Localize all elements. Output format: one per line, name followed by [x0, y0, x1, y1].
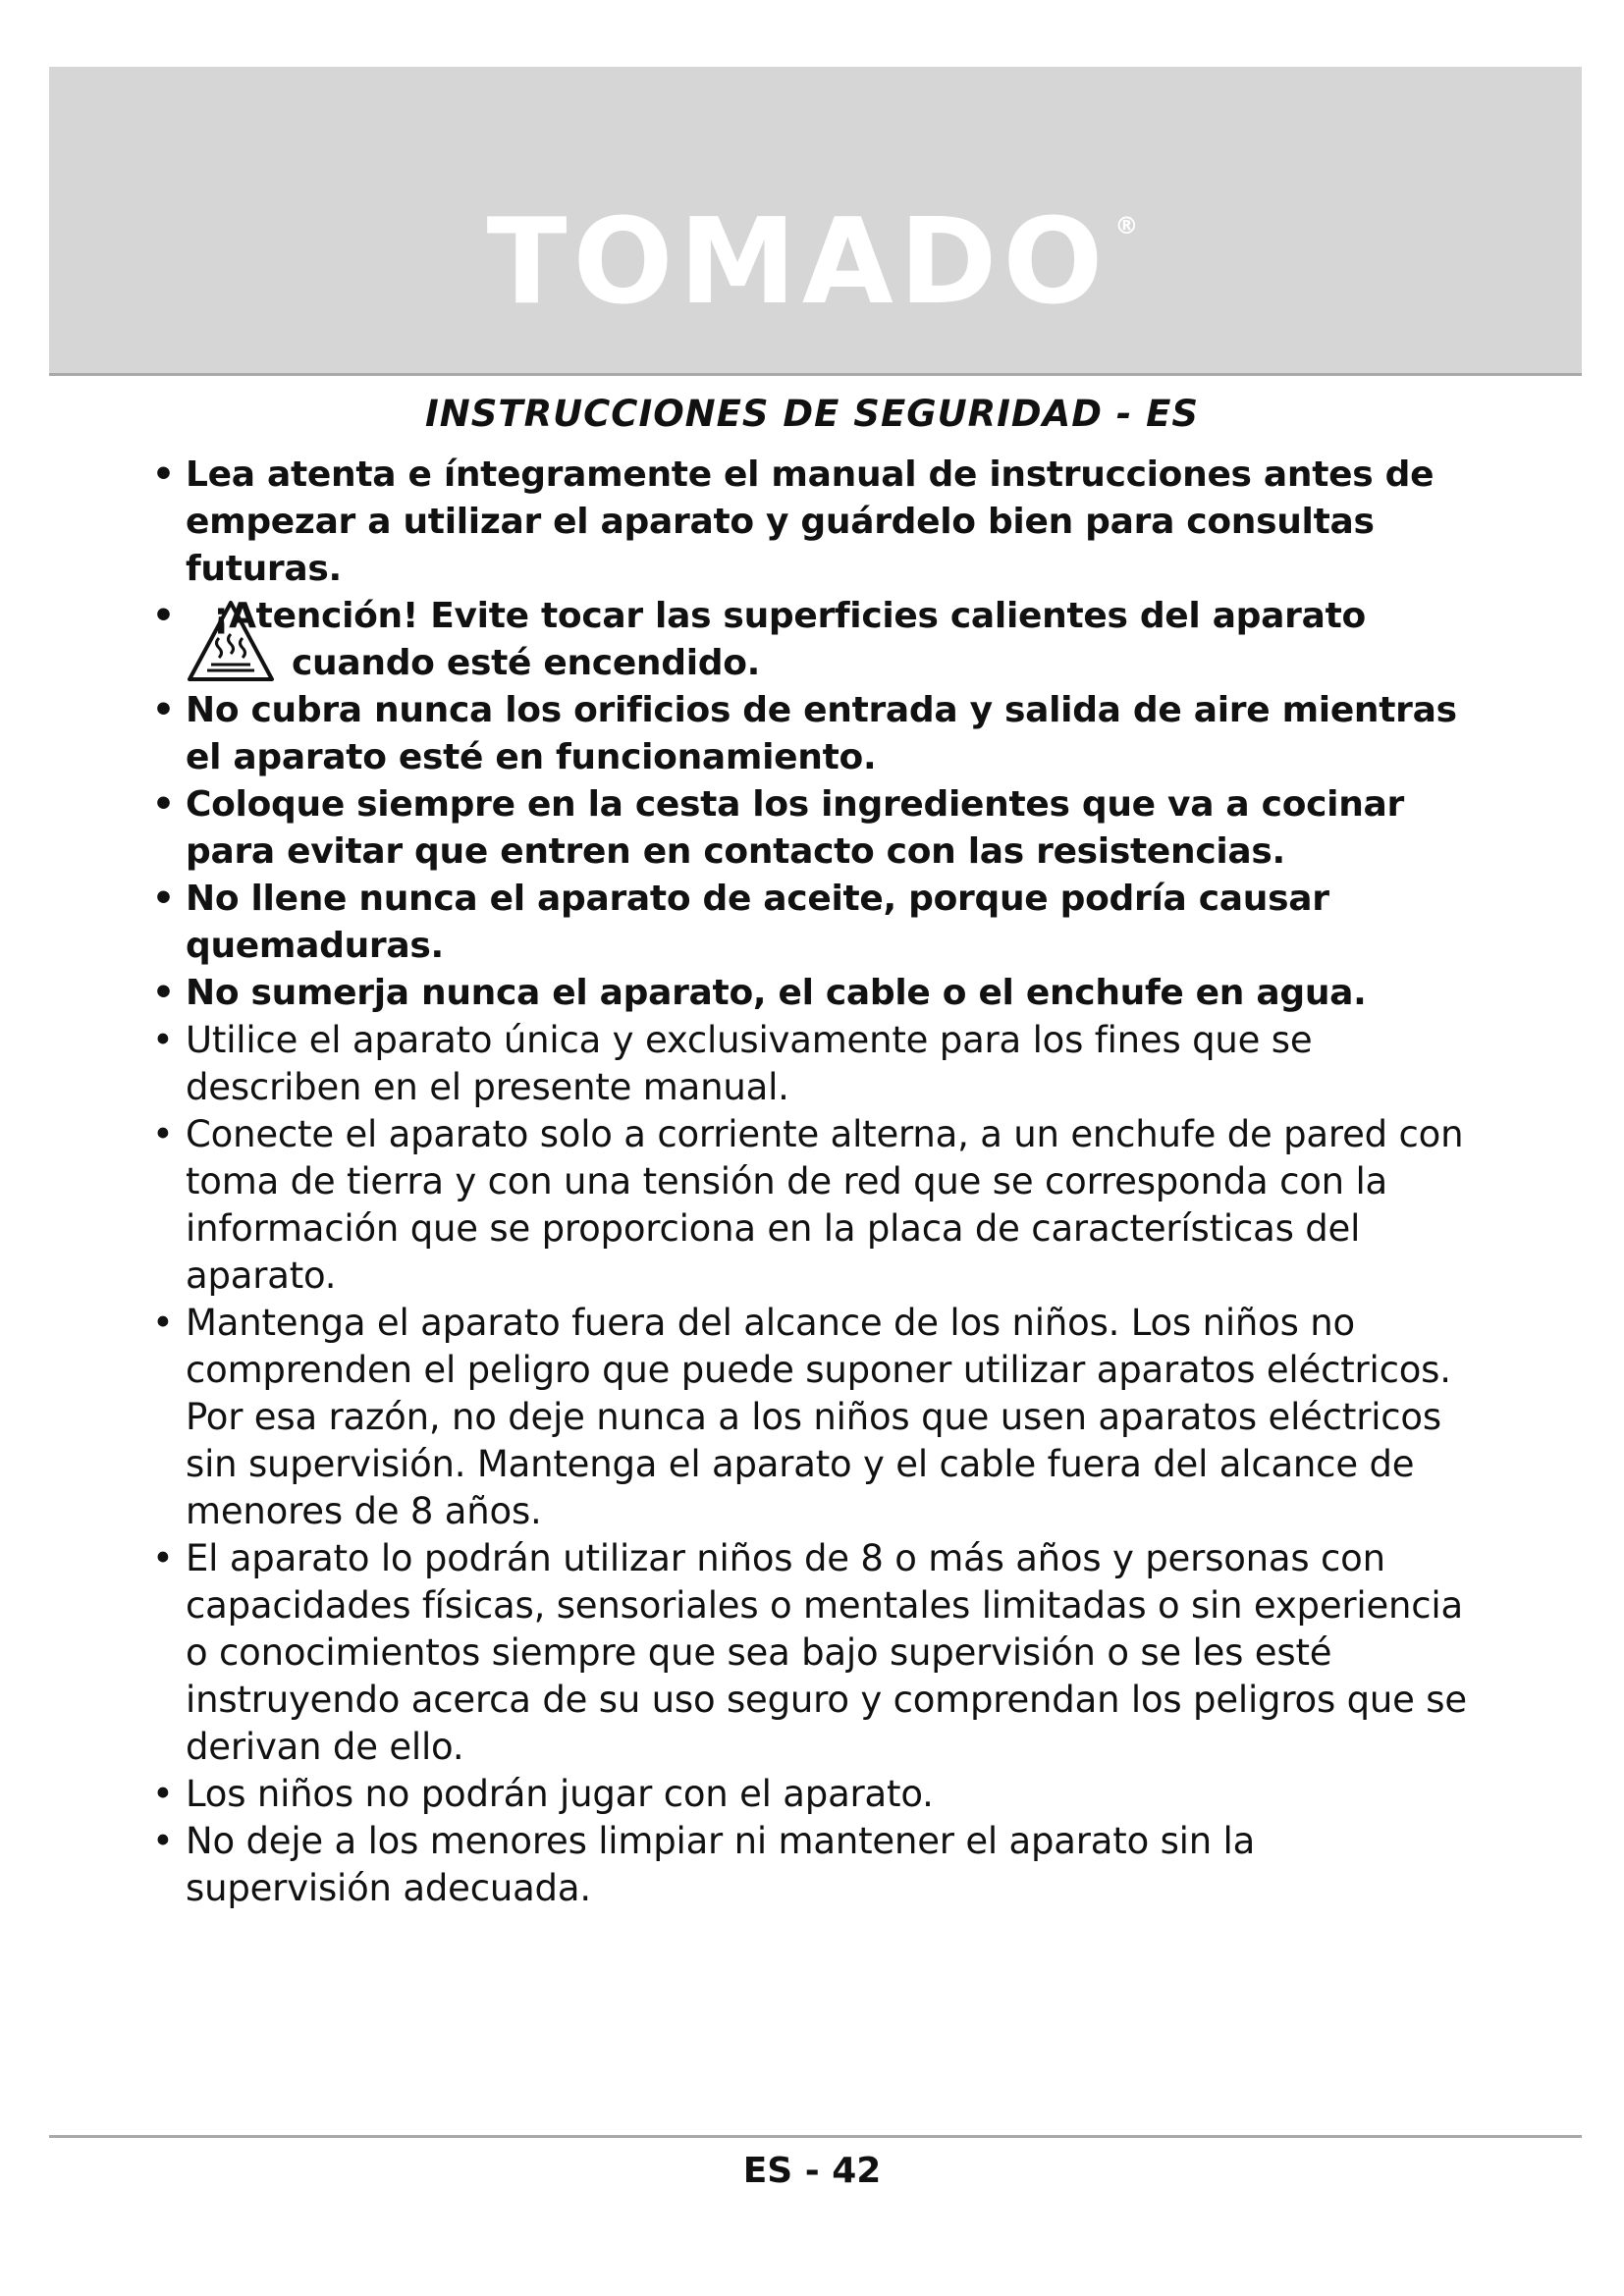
item-text: Utilice el aparato única y exclusivamente para los fines que se describen en el presente manual.	[186, 1019, 1313, 1108]
bullet: •	[152, 1302, 174, 1344]
item-text: No cubra nunca los orificios de entrada y salida de aire mientras el aparato esté en funcionamiento.	[186, 690, 1457, 777]
bullet: •	[152, 1773, 174, 1815]
bullet: •	[152, 1019, 174, 1061]
bullet: •	[152, 879, 175, 919]
list-item-warning	[152, 593, 1468, 687]
hot-surface-warning-icon	[186, 599, 276, 683]
item-text: Conecte el aparato solo a corriente alterna, a un enchufe de pared con toma de tierra y con una tensión de red que se corresponda con la información que se proporciona en la placa de características del aparato.	[186, 1113, 1464, 1297]
list-item	[152, 452, 1468, 593]
page-title: INSTRUCCIONES DE SEGURIDAD - ES	[424, 393, 1200, 435]
bullet: •	[152, 454, 175, 495]
bullet: •	[152, 596, 175, 636]
bullet: •	[152, 1113, 174, 1155]
bullet: •	[152, 784, 175, 825]
bullet: •	[152, 690, 175, 730]
footer-divider	[49, 2135, 1582, 2138]
item-text-line2: cuando esté encendido.	[292, 643, 761, 683]
item-text: Lea atenta e íntegramente el manual de instrucciones antes de empezar a utilizar el aparato y guárdelo bien para consultas futuras.	[186, 454, 1435, 589]
list-item	[152, 781, 1468, 876]
item-text: No llene nunca el aparato de aceite, porque podría causar quemaduras.	[186, 879, 1329, 966]
item-text: No deje a los menores limpiar ni mantener el aparato sin la supervisión adecuada.	[186, 1820, 1256, 1909]
list-item	[152, 876, 1468, 970]
list-item	[152, 1771, 1468, 1818]
item-text: Los niños no podrán jugar con el aparato.	[186, 1773, 934, 1815]
list-item	[152, 1535, 1468, 1771]
safety-instructions-list	[152, 452, 1468, 1912]
list-item	[152, 1017, 1468, 1111]
item-text-line1: ¡Atención! Evite tocar las superficies calientes del aparato	[213, 596, 1366, 636]
item-text: Coloque siempre en la cesta los ingredientes que va a cocinar para evitar que entren en contacto con las resistencias.	[186, 784, 1404, 872]
registered-mark: ®	[1114, 212, 1145, 240]
page-number: ES - 42	[742, 2151, 882, 2191]
item-text: No sumerja nunca el aparato, el cable o el enchufe en agua.	[186, 973, 1367, 1013]
item-text: Mantenga el aparato fuera del alcance de los niños. Los niños no comprenden el peligro que puede suponer utilizar aparatos eléctricos. Por esa razón, no deje nunca a los niños que usen aparatos eléctricos sin supervisión. Mantenga el aparato y el cable fuera del alcance de menores de 8 años.	[186, 1302, 1451, 1532]
list-item	[152, 970, 1468, 1017]
header-band	[49, 67, 1582, 376]
list-item	[152, 687, 1468, 781]
list-item	[152, 1300, 1468, 1535]
brand-name: TOMADO	[486, 194, 1110, 331]
item-text: El aparato lo podrán utilizar niños de 8 o más años y personas con capacidades físicas, sensoriales o mentales limitadas o sin experiencia o conocimientos siempre que sea bajo supervisión o se les esté instruyendo acerca de su uso seguro y comprendan los peligros que se derivan de ello.	[186, 1537, 1467, 1768]
list-item	[152, 1818, 1468, 1912]
bullet: •	[152, 1820, 174, 1862]
brand-logo	[49, 194, 1582, 331]
bullet: •	[152, 973, 175, 1013]
bullet: •	[152, 1537, 174, 1579]
list-item	[152, 1111, 1468, 1300]
